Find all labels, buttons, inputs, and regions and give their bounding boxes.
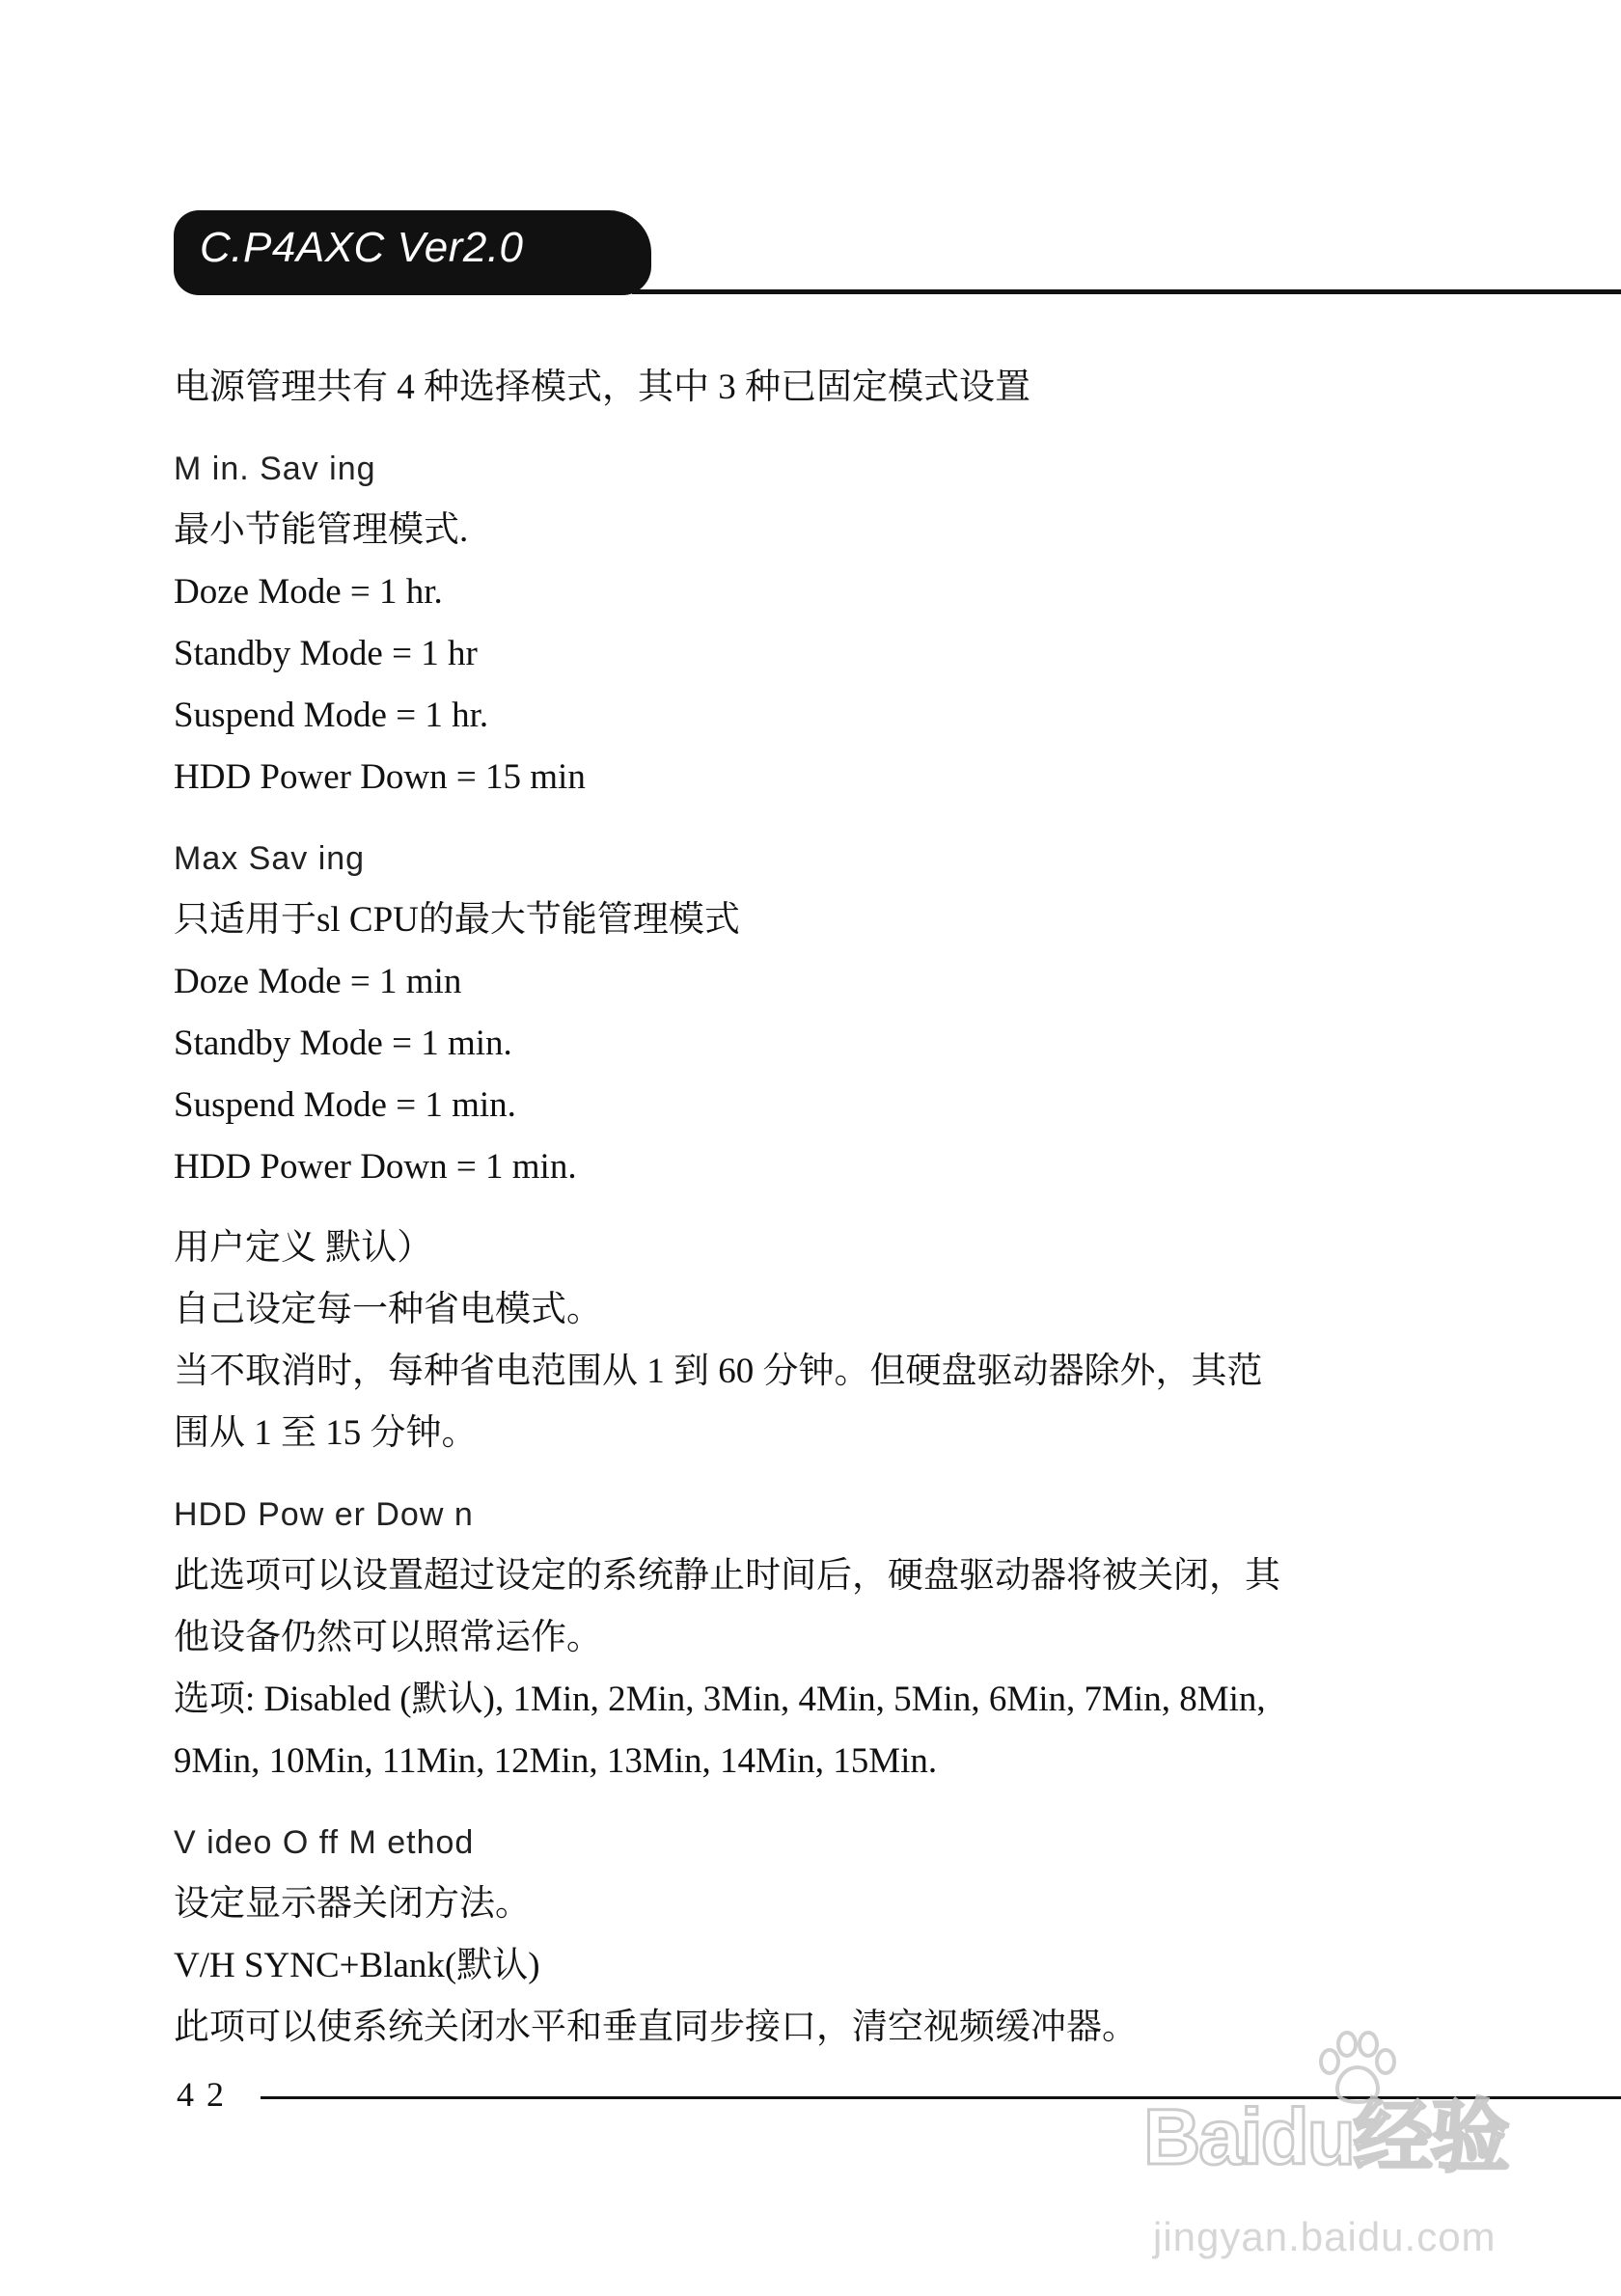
max-doze-mode: Doze Mode = 1 min — [174, 962, 462, 1001]
video-off-explain: 此项可以使系统关闭水平和垂直同步接口，清空视频缓冲器。 — [174, 2008, 1138, 2047]
manual-title: C.P4AXC Ver2.0 — [200, 224, 524, 271]
page-number: 4 2 — [177, 2075, 226, 2114]
hdd-desc-1: 此选项可以设置超过设定的系统静止时间后，硬盘驱动器将被关闭，其 — [174, 1556, 1280, 1596]
max-hdd-power-down: HDD Power Down = 1 min. — [174, 1147, 577, 1187]
header-rule — [632, 289, 1621, 294]
user-defined-range-1: 当不取消时，每种省电范围从 1 到 60 分钟。但硬盘驱动器除外，其范 — [174, 1352, 1263, 1391]
max-suspend-mode: Suspend Mode = 1 min. — [174, 1085, 516, 1125]
min-doze-mode: Doze Mode = 1 hr. — [174, 572, 443, 612]
baidu-watermark — [1143, 2036, 1607, 2277]
option-min-saving-heading: M in. Sav ing — [174, 451, 376, 487]
video-off-default: V/H SYNC+Blank(默认) — [174, 1946, 540, 1985]
option-hdd-power-down-heading: HDD Pow er Dow n — [174, 1496, 474, 1533]
min-standby-mode: Standby Mode = 1 hr — [174, 634, 478, 673]
user-defined-heading: 用户定义 默认） — [174, 1228, 433, 1268]
watermark-url: jingyan.baidu.com — [1153, 2214, 1497, 2259]
user-defined-desc: 自己设定每一种省电模式。 — [174, 1290, 602, 1329]
hdd-options-1: 选项: Disabled (默认), 1Min, 2Min, 3Min, 4Min, 5Min, 6Min, 7Min, 8Min, — [174, 1680, 1266, 1719]
user-defined-range-2: 围从 1 至 15 分钟。 — [174, 1413, 478, 1453]
hdd-desc-2: 他设备仍然可以照常运作。 — [174, 1618, 602, 1657]
hdd-options-2: 9Min, 10Min, 11Min, 12Min, 13Min, 14Min, 15Min. — [174, 1741, 938, 1781]
min-suspend-mode: Suspend Mode = 1 hr. — [174, 696, 489, 735]
option-max-saving-heading: Max Sav ing — [174, 840, 366, 877]
option-video-off-heading: V ideo O ff M ethod — [174, 1824, 475, 1861]
min-saving-desc: 最小节能管理模式. — [174, 510, 469, 550]
video-off-desc: 设定显示器关闭方法。 — [174, 1884, 531, 1924]
min-hdd-power-down: HDD Power Down = 15 min — [174, 757, 586, 797]
max-saving-desc: 只适用于sl CPU的最大节能管理模式 — [174, 900, 740, 940]
intro-text: 电源管理共有 4 种选择模式，其中 3 种已固定模式设置 — [174, 368, 1030, 407]
page-body — [174, 357, 1428, 2059]
max-standby-mode: Standby Mode = 1 min. — [174, 1024, 512, 1063]
watermark-brand: Baidu经验 — [1143, 2093, 1508, 2181]
